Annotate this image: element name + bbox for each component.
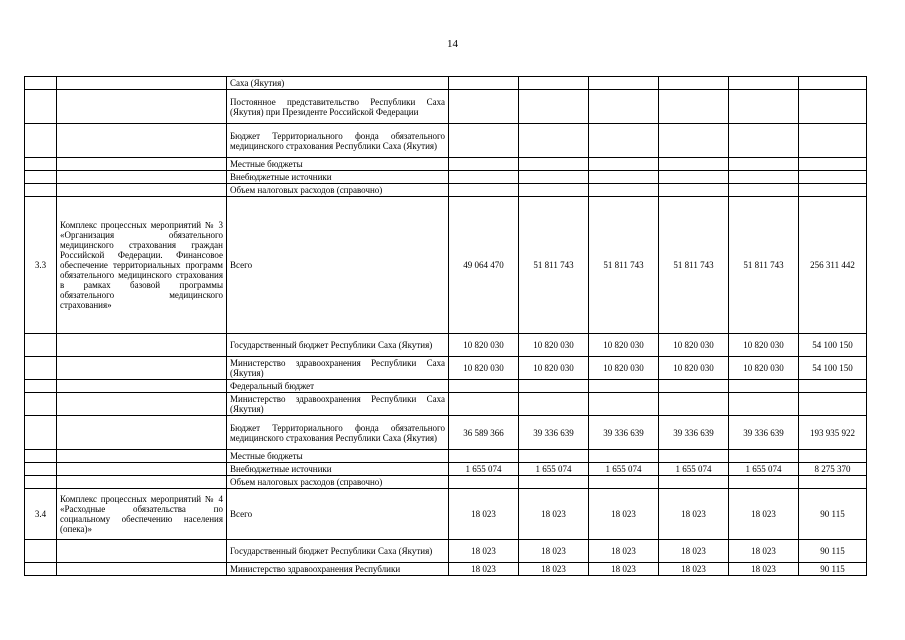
value-cell: 10 820 030: [449, 334, 519, 357]
event-name-cell: [57, 90, 227, 124]
row-number-cell: [25, 357, 57, 380]
value-cell: 39 336 639: [729, 416, 799, 450]
value-cell: 10 820 030: [589, 357, 659, 380]
value-cell: [519, 476, 589, 489]
page-number: 14: [447, 38, 458, 50]
event-name-cell: [57, 563, 227, 576]
value-cell: [589, 77, 659, 90]
table-row: [25, 476, 867, 489]
table-row: [25, 90, 867, 124]
funding-source-cell: Министерство здравоохранения Республики Саха (Якутия): [227, 393, 449, 416]
value-cell: 1 655 074: [729, 463, 799, 476]
funding-source-cell: Министерство здравоохранения Республики Саха (Якутия): [227, 357, 449, 380]
row-number-cell: 3.4: [25, 489, 57, 540]
funding-source-cell: Внебюджетные источники: [227, 171, 449, 184]
event-name-cell: Комплекс процессных мероприятий № 3 «Организация обязательного медицинского страхования граждан Российской Федерации. Финансовое обеспечение территориальных программ обязательного медицинского страхования в рамках базовой программы обязательного медицинского страхования»: [57, 197, 227, 334]
funding-source-cell: Местные бюджеты: [227, 450, 449, 463]
row-number-cell: [25, 563, 57, 576]
value-cell: 18 023: [449, 563, 519, 576]
value-cell: [519, 450, 589, 463]
total-cell: [799, 90, 867, 124]
value-cell: [659, 158, 729, 171]
value-cell: 10 820 030: [729, 357, 799, 380]
value-cell: [449, 476, 519, 489]
value-cell: 39 336 639: [519, 416, 589, 450]
funding-source-cell: Местные бюджеты: [227, 158, 449, 171]
total-cell: [799, 171, 867, 184]
event-name-cell: [57, 124, 227, 158]
value-cell: [449, 184, 519, 197]
budget-table: [24, 76, 867, 576]
total-cell: 54 100 150: [799, 357, 867, 380]
value-cell: [729, 184, 799, 197]
value-cell: [519, 158, 589, 171]
value-cell: 18 023: [449, 489, 519, 540]
total-cell: 193 935 922: [799, 416, 867, 450]
value-cell: [729, 380, 799, 393]
value-cell: [589, 158, 659, 171]
total-cell: 256 311 442: [799, 197, 867, 334]
value-cell: [659, 393, 729, 416]
table-row: [25, 380, 867, 393]
value-cell: 39 336 639: [659, 416, 729, 450]
event-name-cell: [57, 463, 227, 476]
value-cell: [519, 171, 589, 184]
value-cell: 18 023: [589, 540, 659, 563]
value-cell: [659, 171, 729, 184]
table-row: [25, 357, 867, 380]
value-cell: [659, 450, 729, 463]
value-cell: [729, 450, 799, 463]
event-name-cell: [57, 393, 227, 416]
value-cell: 1 655 074: [589, 463, 659, 476]
value-cell: [449, 393, 519, 416]
value-cell: [729, 124, 799, 158]
total-cell: 90 115: [799, 563, 867, 576]
value-cell: [589, 393, 659, 416]
value-cell: 18 023: [589, 563, 659, 576]
table-row: [25, 450, 867, 463]
total-cell: [799, 476, 867, 489]
event-name-cell: Комплекс процессных мероприятий № 4 «Расходные обязательства по социальному обеспечению населения (опека)»: [57, 489, 227, 540]
event-name-cell: [57, 171, 227, 184]
funding-source-cell: Всего: [227, 197, 449, 334]
funding-source-cell: Внебюджетные источники: [227, 463, 449, 476]
row-number-cell: [25, 334, 57, 357]
event-name-cell: [57, 158, 227, 171]
value-cell: 18 023: [729, 563, 799, 576]
event-name-cell: [57, 184, 227, 197]
value-cell: 51 811 743: [519, 197, 589, 334]
funding-source-cell: Федеральный бюджет: [227, 380, 449, 393]
value-cell: 10 820 030: [589, 334, 659, 357]
funding-source-cell: Министерство здравоохранения Республики: [227, 563, 449, 576]
funding-source-cell: Бюджет Территориального фонда обязательного медицинского страхования Республики Саха (Якутия): [227, 416, 449, 450]
funding-source-cell: Всего: [227, 489, 449, 540]
row-number-cell: [25, 540, 57, 563]
event-name-cell: [57, 476, 227, 489]
value-cell: [729, 393, 799, 416]
total-cell: [799, 77, 867, 90]
total-cell: [799, 124, 867, 158]
value-cell: [589, 476, 659, 489]
row-number-cell: [25, 463, 57, 476]
total-cell: 54 100 150: [799, 334, 867, 357]
table-row: [25, 77, 867, 90]
table-row: [25, 124, 867, 158]
table-row: [25, 489, 867, 540]
table-row: [25, 393, 867, 416]
table-row: [25, 540, 867, 563]
value-cell: [589, 380, 659, 393]
value-cell: 18 023: [659, 489, 729, 540]
funding-source-cell: Бюджет Территориального фонда обязательного медицинского страхования Республики Саха (Якутия): [227, 124, 449, 158]
total-cell: 90 115: [799, 489, 867, 540]
value-cell: 10 820 030: [659, 334, 729, 357]
funding-source-cell: Государственный бюджет Республики Саха (Якутия): [227, 334, 449, 357]
value-cell: 51 811 743: [729, 197, 799, 334]
table-row: [25, 463, 867, 476]
value-cell: 18 023: [519, 489, 589, 540]
value-cell: 18 023: [519, 563, 589, 576]
value-cell: 18 023: [729, 489, 799, 540]
row-number-cell: [25, 124, 57, 158]
total-cell: 90 115: [799, 540, 867, 563]
row-number-cell: 3.3: [25, 197, 57, 334]
value-cell: [589, 171, 659, 184]
value-cell: [729, 158, 799, 171]
funding-source-cell: Объем налоговых расходов (справочно): [227, 476, 449, 489]
event-name-cell: [57, 380, 227, 393]
value-cell: 10 820 030: [519, 334, 589, 357]
event-name-cell: [57, 416, 227, 450]
value-cell: [659, 476, 729, 489]
value-cell: [449, 124, 519, 158]
table-row: [25, 563, 867, 576]
row-number-cell: [25, 416, 57, 450]
value-cell: [519, 77, 589, 90]
table-row: [25, 416, 867, 450]
event-name-cell: [57, 540, 227, 563]
table-row: [25, 197, 867, 334]
total-cell: [799, 450, 867, 463]
value-cell: [519, 184, 589, 197]
value-cell: [519, 380, 589, 393]
value-cell: [659, 380, 729, 393]
total-cell: 8 275 370: [799, 463, 867, 476]
event-name-cell: [57, 450, 227, 463]
value-cell: [589, 90, 659, 124]
value-cell: [519, 124, 589, 158]
value-cell: [729, 77, 799, 90]
value-cell: 39 336 639: [589, 416, 659, 450]
table-row: [25, 171, 867, 184]
value-cell: 10 820 030: [519, 357, 589, 380]
value-cell: [449, 158, 519, 171]
value-cell: [449, 77, 519, 90]
value-cell: 51 811 743: [589, 197, 659, 334]
table-row: [25, 334, 867, 357]
value-cell: 1 655 074: [519, 463, 589, 476]
value-cell: [519, 90, 589, 124]
row-number-cell: [25, 184, 57, 197]
value-cell: [449, 450, 519, 463]
value-cell: [659, 90, 729, 124]
table-row: [25, 184, 867, 197]
funding-source-cell: Постоянное представительство Республики Саха (Якутия) при Президенте Российской Федерации: [227, 90, 449, 124]
value-cell: [659, 124, 729, 158]
table-row: [25, 158, 867, 171]
value-cell: [449, 171, 519, 184]
event-name-cell: [57, 334, 227, 357]
value-cell: 49 064 470: [449, 197, 519, 334]
value-cell: 36 589 366: [449, 416, 519, 450]
value-cell: 1 655 074: [449, 463, 519, 476]
row-number-cell: [25, 77, 57, 90]
total-cell: [799, 393, 867, 416]
row-number-cell: [25, 476, 57, 489]
total-cell: [799, 380, 867, 393]
value-cell: 10 820 030: [729, 334, 799, 357]
row-number-cell: [25, 171, 57, 184]
event-name-cell: [57, 77, 227, 90]
value-cell: 10 820 030: [449, 357, 519, 380]
value-cell: [589, 184, 659, 197]
value-cell: 18 023: [659, 540, 729, 563]
total-cell: [799, 158, 867, 171]
value-cell: [659, 184, 729, 197]
value-cell: 18 023: [659, 563, 729, 576]
value-cell: 51 811 743: [659, 197, 729, 334]
funding-source-cell: Государственный бюджет Республики Саха (Якутия): [227, 540, 449, 563]
value-cell: [449, 90, 519, 124]
total-cell: [799, 184, 867, 197]
value-cell: 18 023: [589, 489, 659, 540]
value-cell: [449, 380, 519, 393]
funding-source-cell: Объем налоговых расходов (справочно): [227, 184, 449, 197]
value-cell: 18 023: [729, 540, 799, 563]
value-cell: [519, 393, 589, 416]
row-number-cell: [25, 450, 57, 463]
value-cell: [729, 90, 799, 124]
event-name-cell: [57, 357, 227, 380]
row-number-cell: [25, 90, 57, 124]
row-number-cell: [25, 380, 57, 393]
funding-source-cell: Саха (Якутия): [227, 77, 449, 90]
value-cell: [729, 476, 799, 489]
value-cell: [729, 171, 799, 184]
row-number-cell: [25, 393, 57, 416]
row-number-cell: [25, 158, 57, 171]
value-cell: [589, 450, 659, 463]
value-cell: 10 820 030: [659, 357, 729, 380]
value-cell: 1 655 074: [659, 463, 729, 476]
value-cell: [659, 77, 729, 90]
value-cell: [589, 124, 659, 158]
value-cell: 18 023: [449, 540, 519, 563]
value-cell: 18 023: [519, 540, 589, 563]
